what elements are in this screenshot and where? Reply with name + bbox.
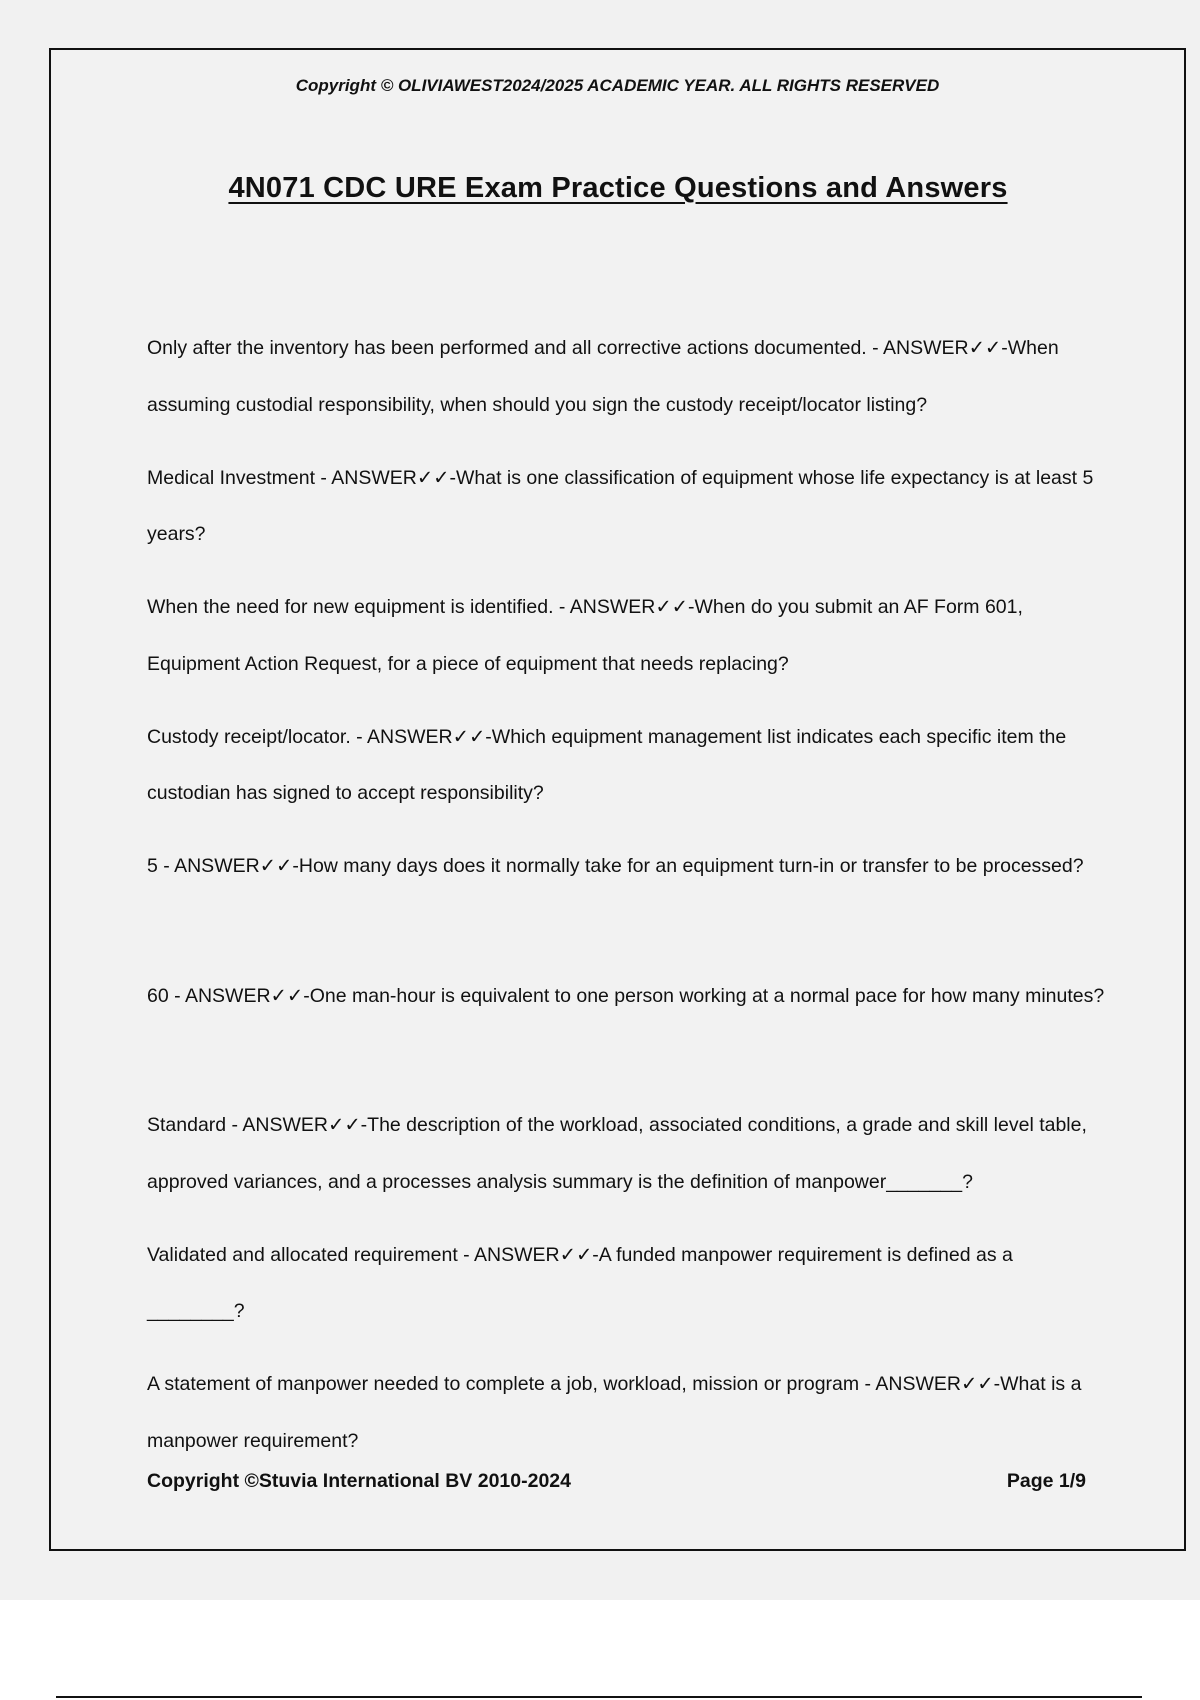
qa-item: Custody receipt/locator. - ANSWER✓✓-Which equipment management list indicates each specific item the custodian has signed to accept responsibility? (147, 725, 1067, 804)
qa-item: Only after the inventory has been performed and all corrective actions documented. - ANSWER✓✓-When assuming custodial responsibility, when should you sign the custody receipt/locator listing? (147, 337, 1059, 416)
header-copyright: Copyright © OLIVIAWEST2024/2025 ACADEMIC YEAR. ALL RIGHTS RESERVED (295, 76, 940, 95)
qa-item: A statement of manpower needed to complete a job, workload, mission or program - ANSWER✓✓-What is a manpower requirement? (147, 1373, 1082, 1452)
next-page-top-border (56, 1696, 1142, 1698)
document-page (49, 48, 1186, 1551)
footer-copyright: Copyright ©Stuvia International BV 2010-2024 (147, 1470, 571, 1492)
document-title: 4N071 CDC URE Exam Practice Questions and Answers (228, 172, 1008, 204)
qa-item: 5 - ANSWER✓✓-How many days does it normally take for an equipment turn-in or transfer to be processed? (147, 855, 1084, 877)
qa-list (147, 320, 1107, 1486)
qa-item: Standard - ANSWER✓✓-The description of the workload, associated conditions, a grade and skill level table, approved variances, and a processes analysis summary is the definition of manpower_______? (147, 1114, 1087, 1193)
qa-item: 60 - ANSWER✓✓-One man-hour is equivalent to one person working at a normal pace for how many minutes? (147, 984, 1105, 1007)
qa-item: When the need for new equipment is identified. - ANSWER✓✓-When do you submit an AF Form 601, Equipment Action Request, for a piece of equipment that needs replacing? (147, 596, 1023, 675)
qa-item: Validated and allocated requirement - ANSWER✓✓-A funded manpower requirement is defined as a ________? (147, 1243, 1013, 1322)
page-indicator: Page 1/9 (1006, 1470, 1086, 1492)
qa-item: Medical Investment - ANSWER✓✓-What is one classification of equipment whose life expectancy is at least 5 years? (147, 466, 1094, 545)
